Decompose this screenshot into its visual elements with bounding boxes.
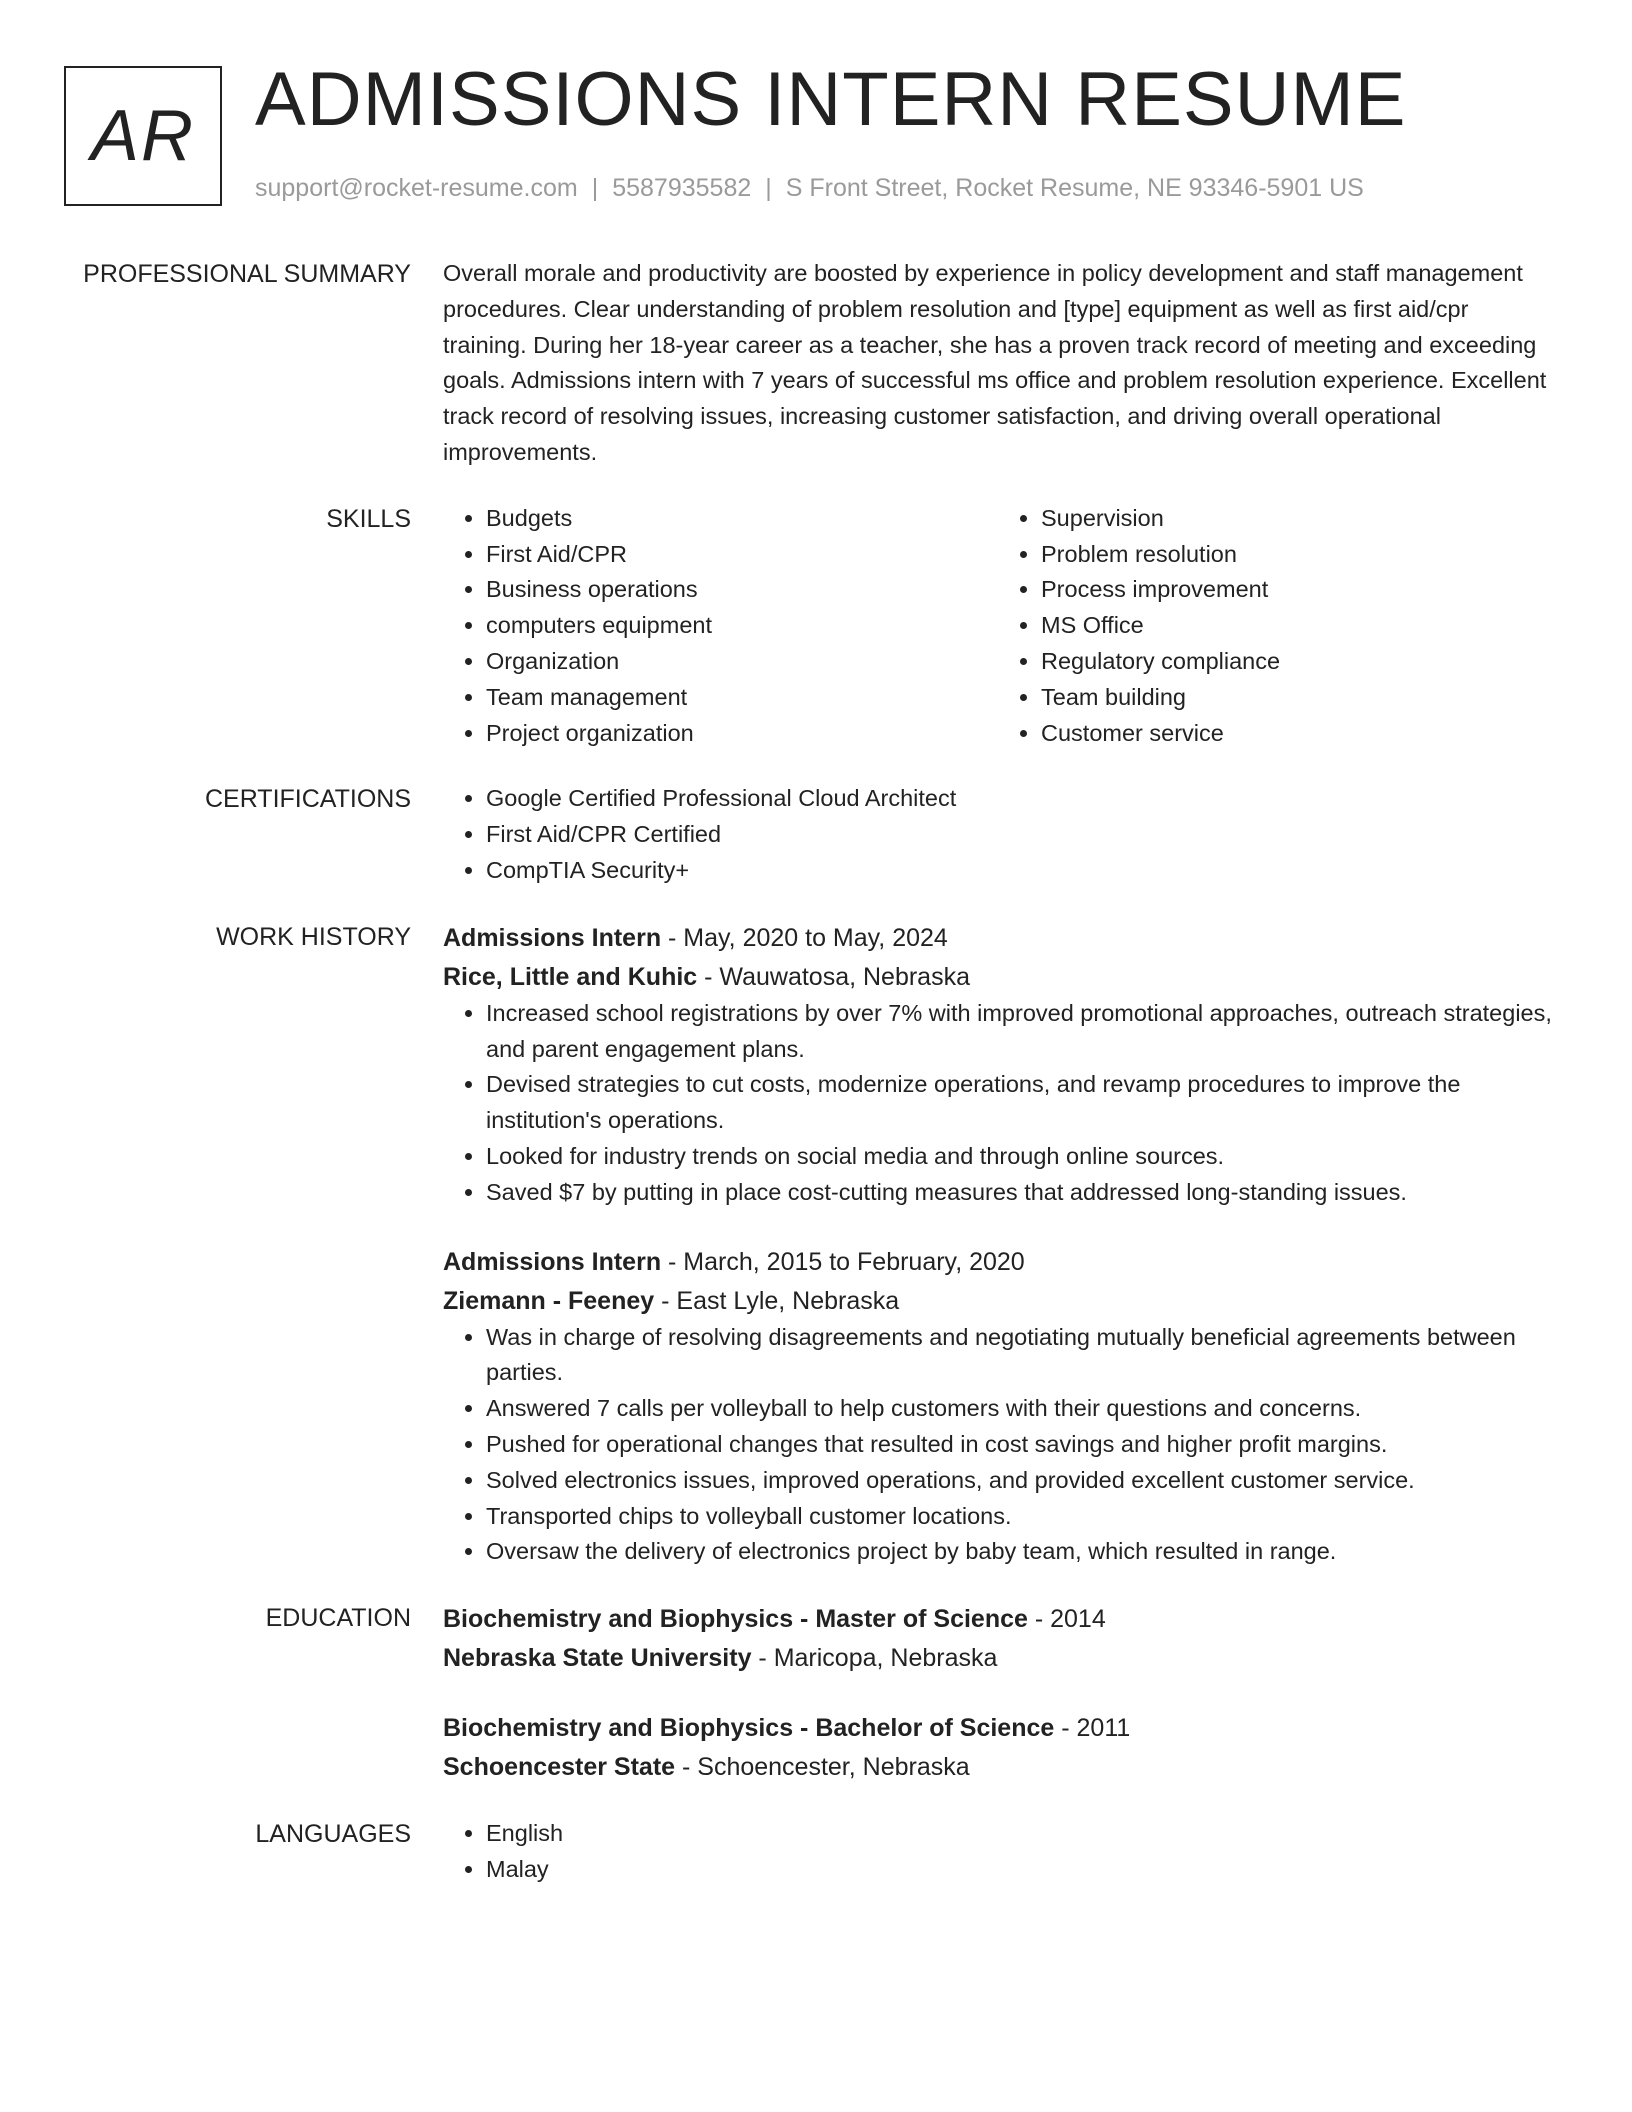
contact-email: support@rocket-resume.com: [255, 174, 578, 202]
work-history-heading: WORK HISTORY: [216, 922, 411, 951]
degree-name: Biochemistry and Biophysics - Bachelor of Science: [443, 1714, 1055, 1743]
skill-item: • Team building: [1041, 680, 1553, 716]
skill-item: • Regulatory compliance: [1041, 644, 1553, 680]
degree-line: [443, 1709, 1553, 1748]
certifications-body: [443, 781, 1553, 888]
job-bullet: • Was in charge of resolving disagreements and negotiating mutually beneficial agreements between parties.: [486, 1320, 1553, 1392]
job-bullets: [443, 996, 1553, 1211]
school-location: - Schoencester, Nebraska: [675, 1753, 970, 1782]
job-bullet: • Answered 7 calls per volleyball to help customers with their questions and concerns.: [486, 1391, 1553, 1427]
skill-item: • Problem resolution: [1041, 537, 1553, 573]
school-name: Schoencester State: [443, 1753, 676, 1782]
summary-heading: PROFESSIONAL SUMMARY: [83, 260, 411, 288]
job-dates: - March, 2015 to February, 2020: [661, 1247, 1025, 1276]
job-title: Admissions Intern: [443, 1247, 662, 1276]
job-company-line: [443, 1282, 1553, 1320]
school-line: [443, 1639, 1553, 1677]
skill-item: • Team management: [486, 680, 998, 716]
certifications-section: [0, 781, 1632, 888]
certifications-list: [443, 781, 1553, 888]
work-history-body: [443, 919, 1553, 1570]
degree-name: Biochemistry and Biophysics - Master of Science: [443, 1605, 1028, 1634]
work-history-section: [0, 919, 1632, 1570]
skill-item: • Supervision: [1041, 501, 1553, 537]
certifications-heading: CERTIFICATIONS: [204, 785, 411, 814]
skill-item: • Process improvement: [1041, 572, 1553, 608]
language-item: • Malay: [486, 1852, 1553, 1888]
skill-item: • Organization: [486, 644, 998, 680]
education-heading: EDUCATION: [265, 1604, 411, 1633]
job-bullet: • Devised strategies to cut costs, modernize operations, and revamp procedures to improve the institution's operations.: [486, 1067, 1553, 1139]
job-bullet: • Saved $7 by putting in place cost-cutting measures that addressed long-standing issues.: [486, 1175, 1553, 1211]
job-bullet: • Increased school registrations by over 7% with improved promotional approaches, outreach strategies, and parent engagement plans.: [486, 996, 1553, 1068]
job-dates: - May, 2020 to May, 2024: [661, 923, 948, 952]
skill-item: • computers equipment: [486, 608, 998, 644]
languages-section: [0, 1816, 1632, 1888]
job-title-line: [443, 919, 1553, 958]
job-company-line: [443, 958, 1553, 996]
skill-item: • Budgets: [486, 501, 998, 537]
degree-year: - 2011: [1054, 1714, 1131, 1743]
summary-section: [0, 256, 1632, 471]
contact-address: S Front Street, Rocket Resume, NE 93346-5901 US: [785, 174, 1364, 202]
resume-title: ADMISSIONS INTERN RESUME: [255, 57, 1407, 142]
job-bullet: • Transported chips to volleyball customer locations.: [486, 1499, 1553, 1535]
school-line: [443, 1748, 1553, 1786]
job-bullet: • Pushed for operational changes that resulted in cost savings and higher profit margins.: [486, 1427, 1553, 1463]
job-bullet: • Solved electronics issues, improved operations, and provided excellent customer service.: [486, 1463, 1553, 1499]
job-entry: [443, 919, 1553, 1211]
education-body: [443, 1600, 1553, 1786]
skills-list-right: [998, 501, 1553, 752]
skill-item: • Business operations: [486, 572, 998, 608]
skill-item: • First Aid/CPR: [486, 537, 998, 573]
education-entry: [443, 1709, 1553, 1786]
contact-separator: |: [765, 174, 772, 202]
degree-year: - 2014: [1027, 1605, 1106, 1634]
contact-phone: 5587935582: [612, 174, 752, 202]
skill-item: • MS Office: [1041, 608, 1553, 644]
school-location: - Maricopa, Nebraska: [751, 1644, 998, 1673]
job-location: - Wauwatosa, Nebraska: [697, 962, 970, 991]
languages-heading: LANGUAGES: [255, 1820, 411, 1849]
job-bullet: • Oversaw the delivery of electronics project by baby team, which resulted in range.: [486, 1534, 1553, 1570]
summary-body: [443, 256, 1553, 471]
certification-item: • First Aid/CPR Certified: [486, 817, 1553, 853]
skills-heading: SKILLS: [326, 504, 411, 533]
certification-item: • Google Certified Professional Cloud Architect: [486, 781, 1553, 817]
languages-body: [443, 1816, 1553, 1888]
job-company: Ziemann - Feeney: [443, 1286, 655, 1315]
job-location: - East Lyle, Nebraska: [654, 1286, 900, 1315]
education-section: [0, 1600, 1632, 1786]
monogram-initials: AR: [90, 96, 196, 176]
degree-line: [443, 1600, 1553, 1639]
job-bullets: [443, 1320, 1553, 1571]
skills-list-left: [443, 501, 998, 752]
monogram-logo: [64, 66, 222, 206]
language-item: • English: [486, 1816, 1553, 1852]
skills-section: [0, 501, 1632, 752]
skill-item: • Customer service: [1041, 716, 1553, 752]
school-name: Nebraska State University: [443, 1644, 752, 1673]
job-entry: [443, 1243, 1553, 1571]
skills-body: [443, 501, 1553, 752]
certification-item: • CompTIA Security+: [486, 853, 1553, 889]
job-title-line: [443, 1243, 1553, 1282]
contact-separator: |: [591, 174, 599, 202]
skill-item: • Project organization: [486, 716, 998, 752]
job-company: Rice, Little and Kuhic: [443, 962, 698, 991]
languages-list: [443, 1816, 1553, 1888]
job-title: Admissions Intern: [443, 923, 662, 952]
summary-text: Overall morale and productivity are boosted by experience in policy development and staff management procedures. Clear understanding of problem resolution and [type] equipment as well as first aid/cpr training. During her 18-year career as a teacher, she has a proven track record of meeting and exceeding goals. Admissions intern with 7 years of successful ms office and problem resolution experience. Excellent track record of resolving issues, increasing customer satisfaction, and driving overall operational improvements.: [443, 260, 1547, 465]
job-bullet: • Looked for industry trends on social media and through online sources.: [486, 1139, 1553, 1175]
contact-line: [255, 174, 1364, 203]
education-entry: [443, 1600, 1553, 1677]
resume-content: [0, 256, 1632, 1888]
